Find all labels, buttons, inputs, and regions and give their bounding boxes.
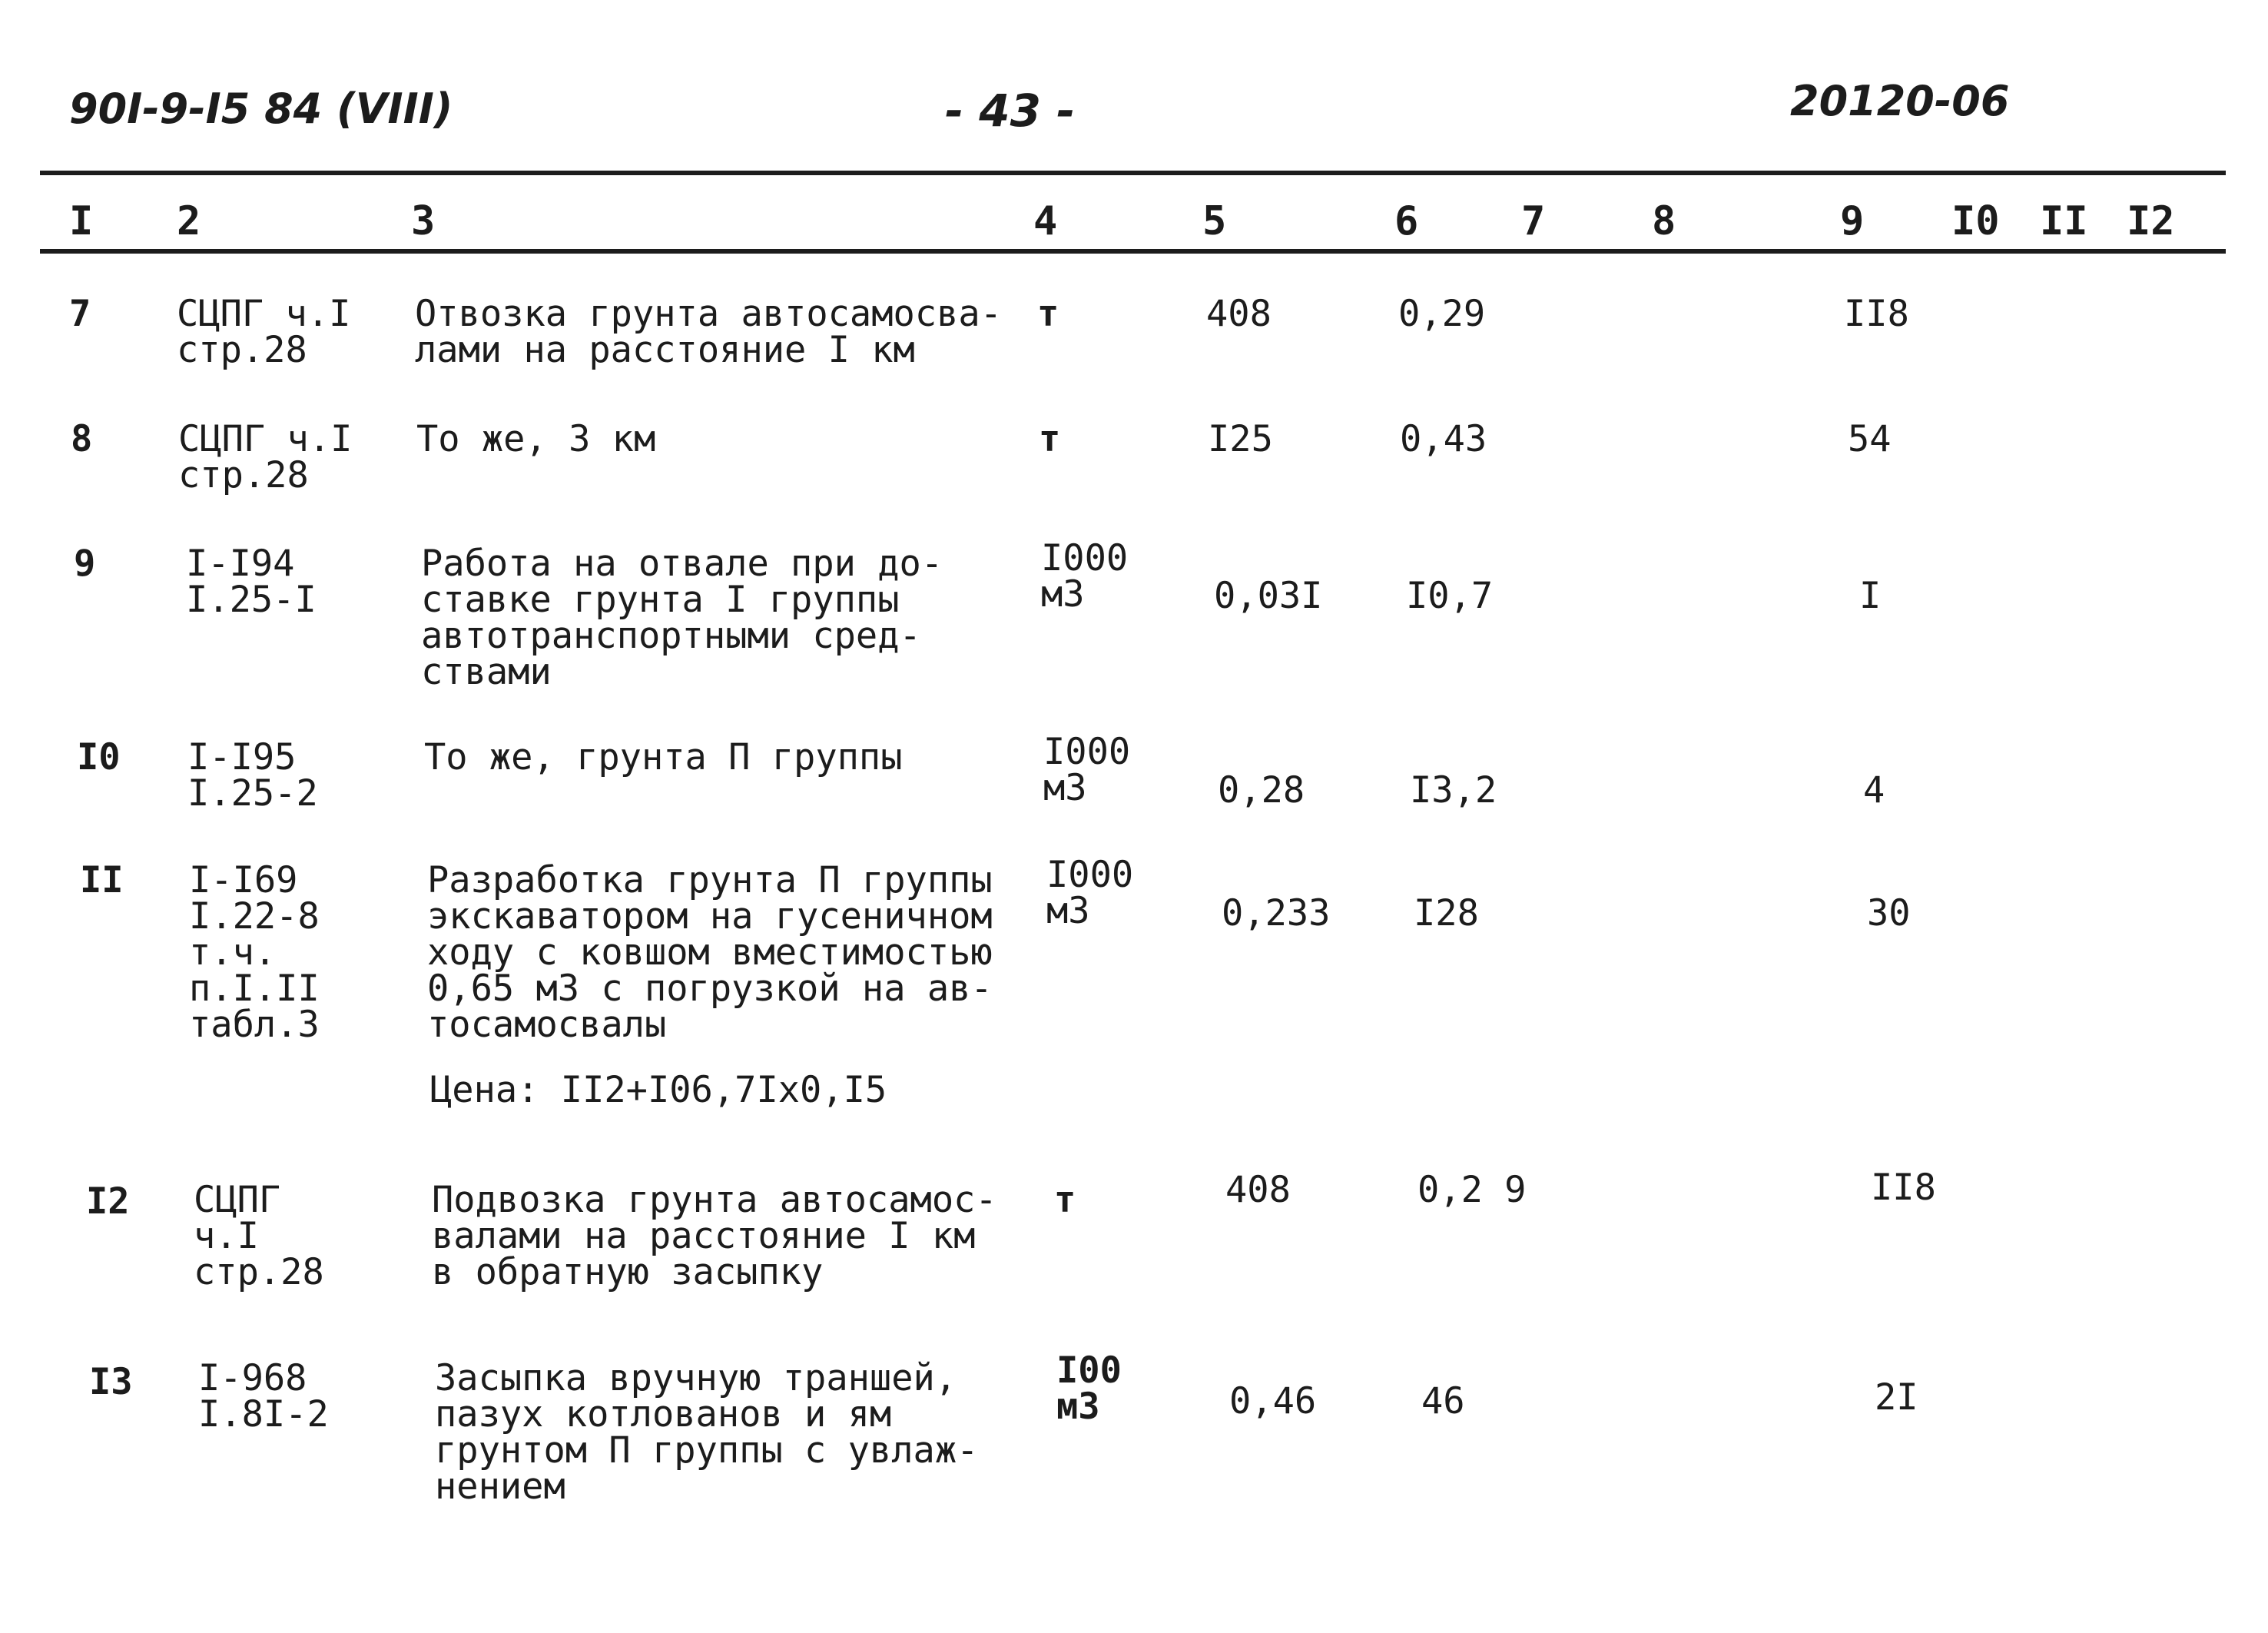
header-bottom-rule bbox=[40, 249, 2226, 254]
row-number: I0 bbox=[77, 736, 121, 778]
col-header-10: I0 bbox=[1951, 198, 2000, 244]
row-number: I2 bbox=[86, 1180, 130, 1223]
quantity: 408 bbox=[1206, 293, 1272, 335]
col-header-5: 5 bbox=[1202, 198, 1227, 244]
col-header-9: 9 bbox=[1840, 198, 1865, 244]
work-description: То же, грунта П группы bbox=[424, 736, 903, 778]
row-number: II bbox=[80, 859, 124, 901]
col-header-12: I2 bbox=[2127, 198, 2175, 244]
work-description: Отвозка грунта автосамосва- лами на расстояние I км bbox=[415, 293, 1003, 371]
unit-price: I28 bbox=[1414, 892, 1479, 934]
unit-price: I0,7 bbox=[1406, 575, 1494, 617]
unit: т bbox=[1037, 293, 1059, 335]
document-code: 90I-9-I5 84 (VIII) bbox=[69, 85, 453, 133]
unit-price: 0,43 bbox=[1400, 418, 1487, 460]
norm-reference: I-I95 I.25-2 bbox=[187, 736, 318, 815]
norm-reference: I-I69 I.22-8 т.ч. п.I.II табл.3 bbox=[189, 859, 320, 1046]
unit-price: 46 bbox=[1421, 1380, 1465, 1422]
col-header-6: 6 bbox=[1394, 198, 1419, 244]
total: 4 bbox=[1863, 769, 1885, 812]
col-header-2: 2 bbox=[177, 198, 201, 244]
total: 2I bbox=[1875, 1376, 1918, 1419]
unit-price: 0,2 9 bbox=[1418, 1169, 1527, 1211]
work-description: То же, 3 км bbox=[416, 418, 656, 460]
norm-reference: I-I94 I.25-I bbox=[186, 543, 317, 621]
col-header-8: 8 bbox=[1652, 198, 1676, 244]
work-description: Работа на отвале при до- ставке грунта I группы автотранспортными сред- ствами bbox=[421, 543, 943, 693]
price-formula-note: Цена: II2+I06,7Ix0,I5 bbox=[430, 1069, 887, 1111]
row-number: 9 bbox=[74, 543, 96, 585]
col-header-1: I bbox=[69, 198, 94, 244]
document-number: 20120-06 bbox=[1790, 77, 2010, 125]
unit: I000 м3 bbox=[1043, 731, 1131, 809]
page-number: - 43 - bbox=[945, 85, 1076, 137]
unit: I000 м3 bbox=[1041, 537, 1129, 616]
col-header-11: II bbox=[2040, 198, 2088, 244]
work-description: Засыпка вручную траншей, пазух котлованов и ям грунтом П группы с увлаж- нением bbox=[435, 1357, 979, 1508]
norm-reference: СЦПГ ч.I стр.28 bbox=[194, 1179, 324, 1293]
col-header-7: 7 bbox=[1521, 198, 1546, 244]
top-rule bbox=[40, 171, 2226, 175]
col-header-4: 4 bbox=[1033, 198, 1058, 244]
unit: I00 м3 bbox=[1056, 1349, 1122, 1428]
unit: т bbox=[1054, 1179, 1076, 1221]
unit: т bbox=[1039, 418, 1061, 460]
norm-reference: I-968 I.8I-2 bbox=[198, 1357, 329, 1436]
unit-price: I3,2 bbox=[1410, 769, 1497, 812]
quantity: I25 bbox=[1208, 418, 1273, 460]
quantity: 0,28 bbox=[1218, 769, 1305, 812]
total: 54 bbox=[1848, 418, 1892, 460]
norm-reference: СЦПГ ч.I стр.28 bbox=[178, 418, 353, 496]
work-description: Подвозка грунта автосамос- валами на расстояние I км в обратную засыпку bbox=[432, 1179, 997, 1293]
col-header-3: 3 bbox=[411, 198, 436, 244]
row-number: I3 bbox=[89, 1361, 133, 1403]
quantity: 408 bbox=[1225, 1169, 1291, 1211]
total: II8 bbox=[1844, 293, 1909, 335]
total: 30 bbox=[1867, 892, 1911, 934]
quantity: 0,233 bbox=[1222, 892, 1331, 934]
total: II8 bbox=[1871, 1167, 1936, 1209]
total: I bbox=[1859, 575, 1882, 617]
row-number: 8 bbox=[71, 418, 93, 460]
work-description: Разработка грунта П группы экскаватором на гусеничном ходу с ковшом вместимостью 0,65 м3 с погрузкой на ав- тосамосвалы bbox=[427, 859, 993, 1046]
row-number: 7 bbox=[69, 293, 91, 335]
norm-reference: СЦПГ ч.I стр.28 bbox=[177, 293, 351, 371]
unit-price: 0,29 bbox=[1398, 293, 1486, 335]
quantity: 0,03I bbox=[1214, 575, 1323, 617]
unit: I000 м3 bbox=[1046, 854, 1134, 932]
quantity: 0,46 bbox=[1229, 1380, 1317, 1422]
